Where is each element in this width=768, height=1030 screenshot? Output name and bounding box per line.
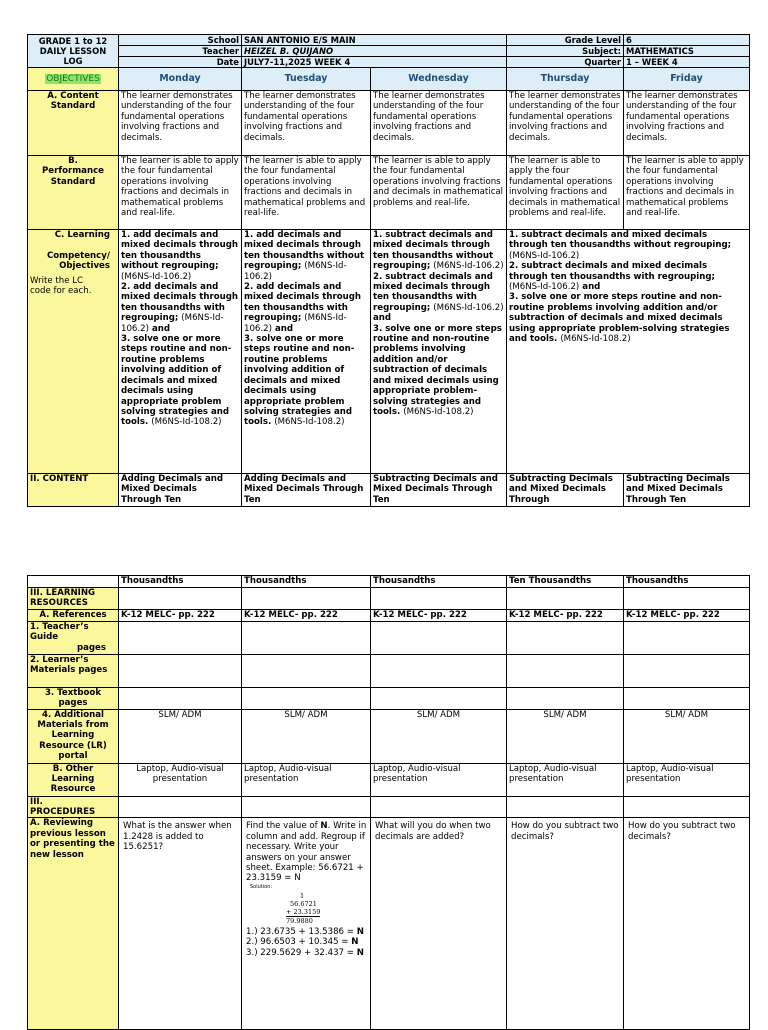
school-label: School [119, 35, 242, 46]
content-continued-cell: Thousandths [242, 576, 371, 588]
competency-sublabel: Write the LC code for each. [30, 275, 92, 297]
other-resource-cell: Laptop, Audio-visual presentation [119, 763, 242, 796]
content-cell: Adding Decimals and Mixed Decimals Through Ten [242, 474, 371, 507]
content-continued-cell: Thousandths [119, 576, 242, 588]
header-row-school [28, 35, 750, 46]
log-title: GRADE 1 to 12 DAILY LESSON LOG [28, 35, 119, 68]
objectives-label: OBJECTIVES [28, 68, 119, 91]
additional-materials-label: 4. Additional Materials from Learning Resource (LR) portal [28, 709, 119, 763]
performance-standard-label: B. Performance Standard [28, 156, 119, 230]
content-continued-label [28, 576, 119, 588]
lesson-log-table-top [27, 34, 750, 507]
textbook-label: 3. Textbook pages [28, 687, 119, 709]
content-cell: Adding Decimals and Mixed Decimals Through Ten [119, 474, 242, 507]
learners-materials-row [28, 654, 750, 687]
competency-thursday-friday: 1. subtract decimals and mixed decimals through ten thousandths without regrouping; (M6NS-Id-106.2) 2. subtract decimals and mixed decimals through ten thousandths with regrouping; (M6NS-Id-106.2) and 3. solve one or more steps routine and non-routine problems involving addition and/or subtraction of decimals and mixed decimals using appropriate problem-solving strategies and tools. (M6NS-Id-108.2) [507, 230, 750, 474]
additional-cell: SLM/ ADM [119, 709, 242, 763]
review-label: A. Reviewing previous lesson or presenting the new lesson [28, 818, 119, 1030]
worked-example: 1 56.6721 + 23.3159 79.9880 [286, 891, 321, 925]
solution-label: Solution: [250, 883, 273, 890]
competency-tuesday: 1. add decimals and mixed decimals through ten thousandths without regrouping; (M6NS-Id-106.2) 2. add decimals and mixed decimals through ten thousandths with regrouping; (M6NS-Id-106.2) and 3. solve one or more steps routine and non-routine problems involving addition of decimals and mixed decimals using appropriate problem solving strategies and tools. (M6NS-Id-108.2) [242, 230, 371, 474]
day-friday: Friday [624, 68, 750, 91]
review-friday: How do you subtract two decimals? [624, 818, 750, 1030]
subject-value: MATHEMATICS [624, 46, 750, 57]
references-label: A. References [28, 609, 119, 621]
learners-materials-label: 2. Learner’s Materials pages [28, 654, 119, 687]
competency-row [28, 230, 750, 474]
day-wednesday: Wednesday [371, 68, 507, 91]
reference-cell: K-12 MELC- pp. 222 [371, 609, 507, 621]
content-row [28, 474, 750, 507]
learning-resources-row [28, 588, 750, 610]
content-standard-cell: The learner demonstrates understanding of the four fundamental operations involving fractions and decimals. [242, 91, 371, 156]
day-thursday: Thursday [507, 68, 624, 91]
procedures-label: III. PROCEDURES [28, 796, 119, 818]
subject-label: Subject: [507, 46, 624, 57]
school-value: SAN ANTONIO E/S MAIN [242, 35, 507, 46]
competency-wednesday: 1. subtract decimals and mixed decimals through ten thousandths without regrouping; (M6NS-Id-106.2) 2. subtract decimals and mixed decimals through ten thousandths with regrouping; (M6NS-Id-106.2) and 3. solve one or more steps routine and non-routine problems involving addition and/or subtraction of decimals and mixed decimals using appropriate problem-solving strategies and tools. (M6NS-Id-108.2) [371, 230, 507, 474]
reference-cell: K-12 MELC- pp. 222 [242, 609, 371, 621]
competency-label: C. Learning Competency/ Objectives [46, 230, 110, 272]
quarter-value: 1 – WEEK 4 [624, 57, 750, 68]
content-standard-label: A. Content Standard [28, 91, 119, 156]
additional-cell: SLM/ ADM [507, 709, 624, 763]
other-resource-cell: Laptop, Audio-visual presentation [371, 763, 507, 796]
content-continued-cell: Thousandths [371, 576, 507, 588]
content-continued-cell: Thousandths [624, 576, 750, 588]
date-value: JULY7-11,2025 WEEK 4 [242, 57, 507, 68]
practice-2: 2.) 96.6503 + 10.345 = N [246, 937, 359, 948]
quarter-label: Quarter [507, 57, 624, 68]
content-continued-row [28, 576, 750, 588]
review-tuesday: Find the value of N. Write in column and add. Regroup if necessary. Write your answers on your answer sheet. Example: 56.6721 + 23.3159 = N Solution: 1 56.6721 + 23.3159 79.9880 1.) 23.6735 + 13.5386 = N 2.) 96.6503 + 10.345 = N 3.) 229.5629 + 32.437 = N [242, 818, 371, 1030]
practice-1: 1.) 23.6735 + 13.5386 = N [246, 926, 364, 937]
competency-monday: 1. add decimals and mixed decimals through ten thousandths without regrouping; (M6NS-Id-106.2) 2. add decimals and mixed decimals through ten thousandths with regrouping; (M6NS-Id-106.2) and 3. solve one or more steps routine and non-routine problems involving addition of decimals and mixed decimals using appropriate problem solving strategies and tools. (M6NS-Id-108.2) [119, 230, 242, 474]
content-cell: Subtracting Decimals and Mixed Decimals Through [507, 474, 624, 507]
performance-standard-cell: The learner is able to apply the four fundamental operations involving fractions and decimals in mathematical problems and real-life. [371, 156, 507, 230]
date-label: Date [119, 57, 242, 68]
other-resources-label: B. Other Learning Resource [28, 763, 119, 796]
content-standard-row [28, 91, 750, 156]
reference-cell: K-12 MELC- pp. 222 [119, 609, 242, 621]
additional-cell: SLM/ ADM [242, 709, 371, 763]
content-standard-cell: The learner demonstrates understanding of the four fundamental operations involving fractions and decimals. [507, 91, 624, 156]
other-resource-cell: Laptop, Audio-visual presentation [507, 763, 624, 796]
header-row-date [28, 57, 750, 68]
procedures-row [28, 796, 750, 818]
content-cell: Subtracting Decimals and Mixed Decimals Through Ten [371, 474, 507, 507]
teacher-label: Teacher [119, 46, 242, 57]
other-resource-cell: Laptop, Audio-visual presentation [242, 763, 371, 796]
reference-cell: K-12 MELC- pp. 222 [507, 609, 624, 621]
review-thursday: How do you subtract two decimals? [507, 818, 624, 1030]
content-cell: Subtracting Decimals and Mixed Decimals Through Ten [624, 474, 750, 507]
content-continued-cell: Ten Thousandths [507, 576, 624, 588]
additional-cell: SLM/ ADM [624, 709, 750, 763]
references-row [28, 609, 750, 621]
grade-value: 6 [624, 35, 750, 46]
days-row [28, 68, 750, 91]
practice-3: 3.) 229.5629 + 32.437 = N [246, 947, 364, 958]
review-monday: What is the answer when 1.2428 is added to 15.6251? [119, 818, 242, 1030]
performance-standard-row [28, 156, 750, 230]
teachers-guide-row [28, 621, 750, 654]
additional-materials-row [28, 709, 750, 763]
other-resources-row [28, 763, 750, 796]
performance-standard-cell: The learner is able to apply the four fundamental operations involving fractions and decimals in mathematical problems and real-life. [242, 156, 371, 230]
content-label: II. CONTENT [28, 474, 119, 507]
content-standard-cell: The learner demonstrates understanding of the four fundamental operations involving fractions and decimals. [119, 91, 242, 156]
textbook-row [28, 687, 750, 709]
other-resource-cell: Laptop, Audio-visual presentation [624, 763, 750, 796]
lesson-log-table-bottom [27, 575, 750, 1030]
performance-standard-cell: The learner is able to apply the four fundamental operations involving fractions and decimals in mathematical problems and real-life. [119, 156, 242, 230]
header-row-teacher [28, 46, 750, 57]
content-standard-cell: The learner demonstrates understanding of the four fundamental operations involving fractions and decimals. [371, 91, 507, 156]
day-monday: Monday [119, 68, 242, 91]
grade-label: Grade Level [507, 35, 624, 46]
competency-label-cell [28, 230, 119, 474]
teacher-value: HEIZEL B. QUIJANO [242, 46, 507, 57]
day-tuesday: Tuesday [242, 68, 371, 91]
performance-standard-cell: The learner is able to apply the four fundamental operations involving fractions and decimals in mathematical problems and real-life. [624, 156, 750, 230]
content-standard-cell: The learner demonstrates understanding of the four fundamental operations involving fractions and decimals. [624, 91, 750, 156]
review-wednesday: What will you do when two decimals are added? [371, 818, 507, 1030]
teachers-guide-label: 1. Teacher’s Guide pages [28, 621, 119, 654]
learning-resources-label: III. LEARNING RESOURCES [28, 588, 119, 610]
reference-cell: K-12 MELC- pp. 222 [624, 609, 750, 621]
performance-standard-cell: The learner is able to apply the four fundamental operations involving fractions and decimals in mathematical problems and real-life. [507, 156, 624, 230]
additional-cell: SLM/ ADM [371, 709, 507, 763]
review-row [28, 818, 750, 1030]
